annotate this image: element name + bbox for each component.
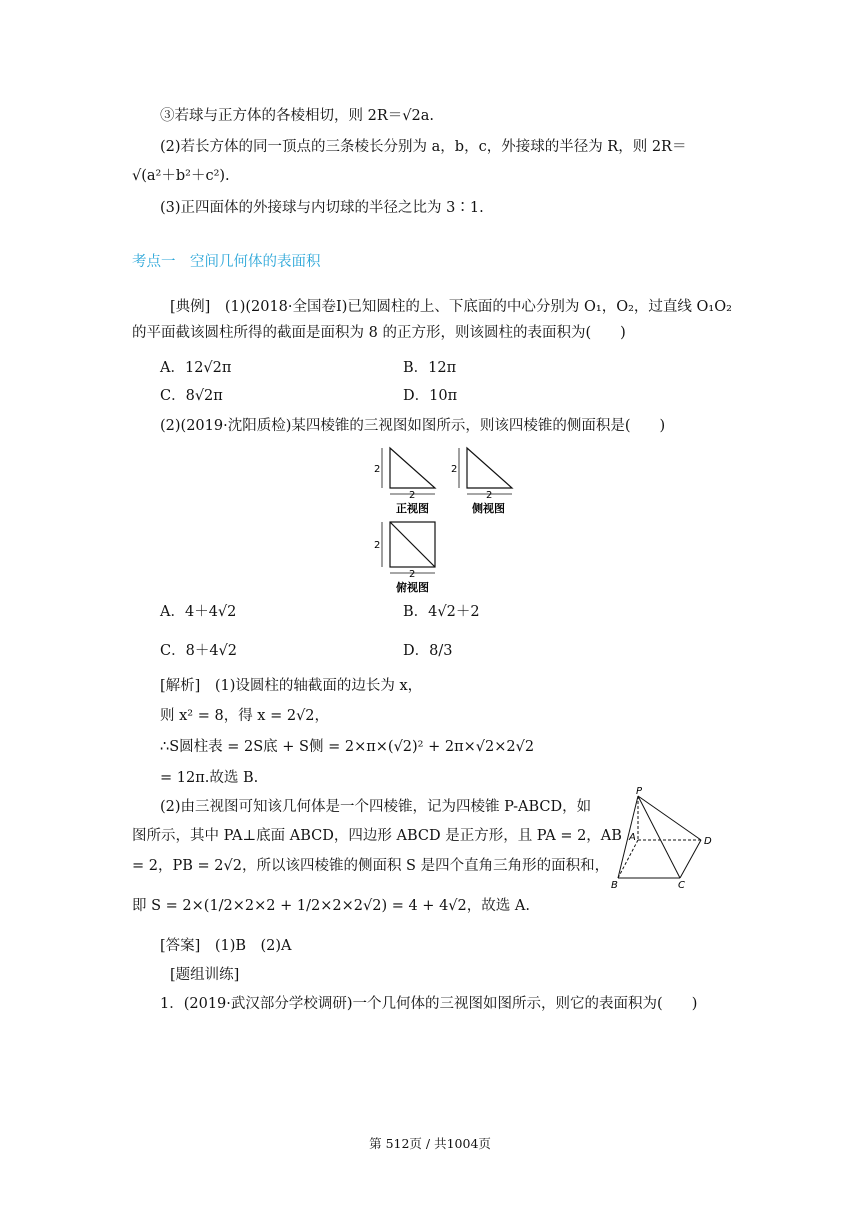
solution-line-2: 则 x² = 8，得 x = 2√2， bbox=[160, 708, 330, 724]
option-2d: D．8/3 bbox=[403, 643, 453, 659]
solution-line-4: = 12π.故选 B. bbox=[160, 770, 259, 786]
side-dim-v: 2 bbox=[451, 464, 458, 475]
solution-line-5: (2)由三视图可知该几何体是一个四棱锥，记为四棱锥 P-ABCD，如 bbox=[160, 799, 592, 815]
intro-line-1: ③若球与正方体的各棱相切，则 2R＝√2a. bbox=[160, 108, 434, 124]
side-view bbox=[451, 448, 512, 515]
solution-line-1: [解析] (1)设圆柱的轴截面的边长为 x， bbox=[160, 678, 423, 694]
pyramid-figure bbox=[606, 784, 716, 890]
solution-line-8: 即 S = 2×(1/2×2×2 + 1/2×2×2√2) = 4 + 4√2，故选 A. bbox=[132, 898, 530, 914]
vertex-d-label: D bbox=[704, 836, 712, 847]
front-dim-h: 2 bbox=[409, 490, 416, 501]
option-2a: A．4＋4√2 bbox=[160, 604, 237, 620]
intro-line-2: (2)若长方体的同一顶点的三条棱长分别为 a，b，c，外接球的半径为 R，则 2R＝ bbox=[160, 139, 687, 155]
side-view-label: 侧视图 bbox=[472, 502, 505, 515]
solution-line-6: 图所示，其中 PA⊥底面 ABCD，四边形 ABCD 是正方形，且 PA = 2，AB bbox=[132, 828, 622, 844]
answer: [答案] (1)B (2)A bbox=[160, 938, 292, 954]
front-view-label: 正视图 bbox=[396, 502, 429, 515]
vertex-b-label: B bbox=[611, 880, 618, 890]
example-para-1: [典例] (1)(2018·全国卷Ⅰ)已知圆柱的上、下底面的中心分别为 O₁，O₂，过直线 O₁O₂ bbox=[170, 299, 732, 315]
option-1a: A．12√2π bbox=[160, 360, 232, 376]
solution-line-3: ∴S圆柱表 = 2S底 + S侧 = 2×π×(√2)² + 2π×√2×2√2 bbox=[160, 739, 535, 755]
page-footer: 第 512页 / 共1004页 bbox=[369, 1136, 491, 1151]
top-view-label: 俯视图 bbox=[396, 581, 429, 594]
top-dim-v: 2 bbox=[374, 540, 381, 551]
intro-line-3: √(a²＋b²＋c²). bbox=[132, 168, 230, 184]
top-dim-h: 2 bbox=[409, 569, 416, 580]
option-1c: C．8√2π bbox=[160, 388, 223, 404]
example-para-2: 的平面截该圆柱所得的截面是面积为 8 的正方形，则该圆柱的表面积为( ) bbox=[132, 325, 626, 341]
intro-line-4: (3)正四面体的外接球与内切球的半径之比为 3∶1. bbox=[160, 200, 484, 216]
drill-question-1: 1．(2019·武汉部分学校调研)一个几何体的三视图如图所示，则它的表面积为( ) bbox=[160, 996, 698, 1012]
front-dim-v: 2 bbox=[374, 464, 381, 475]
front-view bbox=[374, 448, 435, 515]
option-2b: B．4√2＋2 bbox=[403, 604, 480, 620]
option-1d: D．10π bbox=[403, 388, 458, 404]
solution-line-7: = 2，PB = 2√2，所以该四棱锥的侧面积 S 是四个直角三角形的面积和， bbox=[132, 858, 610, 874]
option-2c: C．8＋4√2 bbox=[160, 643, 238, 659]
example-para-3: (2)(2019·沈阳质检)某四棱锥的三视图如图所示，则该四棱锥的侧面积是( ) bbox=[160, 418, 666, 434]
vertex-a-label: A bbox=[629, 832, 636, 843]
section-title: 考点一 空间几何体的表面积 bbox=[132, 254, 321, 270]
side-dim-h: 2 bbox=[486, 490, 493, 501]
top-view bbox=[374, 522, 435, 594]
vertex-c-label: C bbox=[678, 880, 685, 890]
vertex-p-label: P bbox=[636, 786, 643, 797]
option-1b: B．12π bbox=[403, 360, 457, 376]
drill-title: [题组训练] bbox=[170, 967, 240, 983]
three-view-figure bbox=[370, 440, 520, 595]
